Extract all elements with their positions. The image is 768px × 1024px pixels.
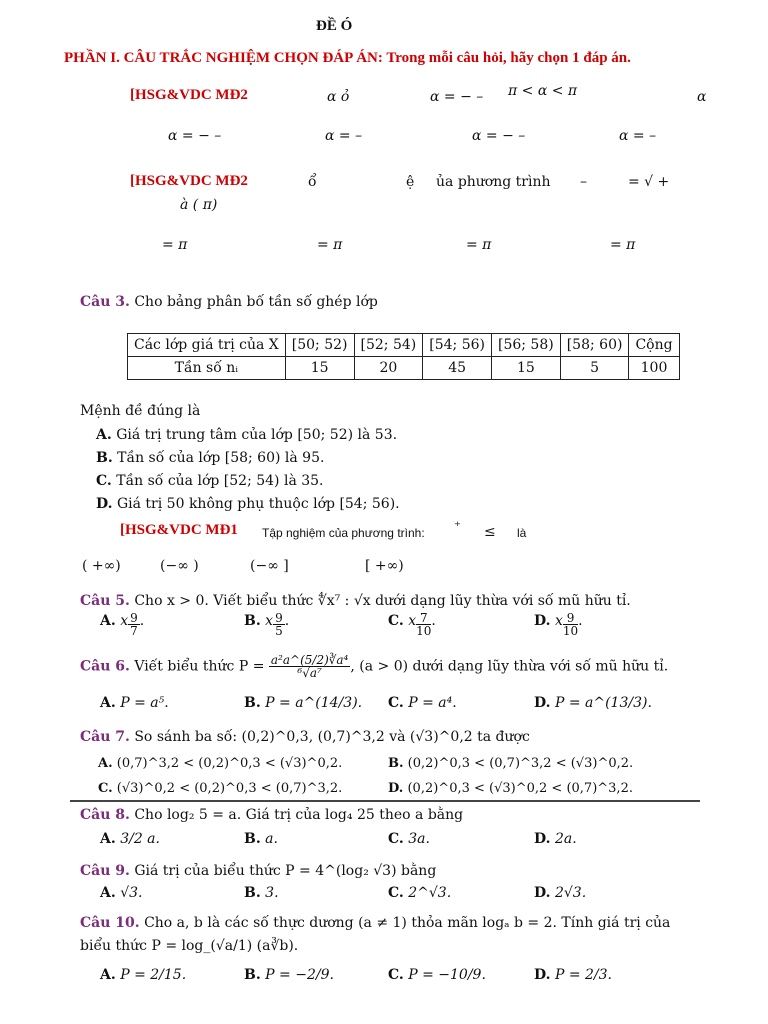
option-letter: D.: [534, 831, 551, 847]
exp-den: 10: [562, 624, 579, 638]
q1-fragment: π < α < π: [508, 83, 578, 99]
option-base: x: [408, 613, 417, 629]
option-letter: D.: [534, 967, 551, 983]
option-letter: B.: [244, 885, 261, 901]
q10-text: Cho a, b là các số thực dương (a ≠ 1) thỏa mãn logₐ b = 2. Tính giá trị của: [144, 915, 671, 931]
option-letter: B.: [244, 967, 261, 983]
q10-label: Câu 10.: [80, 915, 140, 931]
q2-option-b[interactable]: = π: [317, 237, 343, 253]
q4-option-b[interactable]: (−∞ ): [160, 558, 199, 574]
option-letter: A.: [98, 756, 113, 771]
option-text: 2a.: [554, 831, 577, 847]
option-text: 3a.: [408, 831, 430, 847]
q6-option-b[interactable]: [244, 694, 362, 712]
option-text: (0,2)^0,3 < (0,7)^3,2 < (√3)^0,2.: [407, 756, 634, 771]
q4-fragment: ⁺: [454, 519, 461, 534]
option-letter: C.: [388, 885, 404, 901]
q2-tag: [HSG&VDC MĐ2: [130, 173, 248, 189]
option-letter: C.: [98, 781, 113, 796]
table-cell: [50; 52): [285, 334, 354, 357]
option-text: Tần số của lớp [52; 54) là 35.: [116, 473, 324, 489]
q8-stem: [80, 806, 463, 824]
q1-fragment: α ỏ: [327, 89, 350, 105]
exp-num: 9: [563, 612, 578, 625]
option-text: 3.: [265, 885, 279, 901]
table-cell: [52; 54): [354, 334, 423, 357]
q4-option-a[interactable]: ( +∞): [82, 558, 121, 574]
table-cell: 20: [354, 357, 423, 380]
q1-fragment: α = − –: [430, 89, 484, 105]
option-letter: C.: [388, 831, 404, 847]
exp-num: 9: [275, 611, 283, 625]
fraction-numerator: a²a^(5/2)∛a⁴: [270, 653, 349, 667]
q8-label: Câu 8.: [80, 807, 130, 823]
q7-option-b[interactable]: [388, 755, 633, 773]
option-text: Giá trị 50 không phụ thuộc lớp [54; 56).: [116, 496, 400, 512]
option-letter: C.: [96, 473, 112, 489]
option-letter: B.: [244, 613, 261, 629]
q9-option-d[interactable]: [534, 884, 586, 902]
fraction-denominator: ⁶√a⁷: [297, 666, 322, 680]
q2-fragment: ủa phương trình: [436, 174, 551, 190]
option-letter: D.: [388, 781, 404, 796]
option-letter: A.: [96, 427, 112, 443]
q10-option-c[interactable]: [388, 966, 486, 984]
q3-text: Cho bảng phân bố tần số ghép lớp: [134, 294, 378, 310]
q9-text: Giá trị của biểu thức P = 4^(log₂ √3) bằng: [134, 863, 437, 879]
option-base: x: [265, 613, 274, 629]
q2-fragment: = √ +: [628, 174, 670, 190]
q4-fragment: ≤: [484, 524, 496, 540]
option-letter: C.: [388, 695, 404, 711]
table-header-row: [128, 334, 680, 357]
option-text: P = a⁴.: [408, 695, 457, 711]
q2-fragment: ổ: [308, 174, 317, 190]
option-text: √3.: [120, 885, 143, 901]
option-text: P = 2/15.: [120, 967, 187, 983]
q2-option-d[interactable]: = π: [610, 237, 636, 253]
option-letter: B.: [244, 831, 261, 847]
table-cell: Các lớp giá trị của X: [128, 334, 286, 357]
q8-option-a[interactable]: [100, 830, 160, 848]
q1-option-c[interactable]: α = − –: [472, 128, 526, 144]
option-text: 2^√3.: [408, 885, 452, 901]
option-base: x: [554, 613, 563, 629]
q4-option-c[interactable]: (−∞ ]: [250, 558, 289, 574]
q8-option-c[interactable]: [388, 830, 430, 848]
q10-option-d[interactable]: [534, 966, 612, 984]
option-letter: A.: [100, 695, 116, 711]
option-text: P = a^(13/3).: [554, 695, 652, 711]
exp-num: 9: [130, 611, 138, 625]
page-title: ĐỀ Ó: [316, 18, 353, 34]
q9-stem: [80, 862, 436, 880]
q3-stem: [80, 293, 378, 311]
q8-text: Cho log₂ 5 = a. Giá trị của log₄ 25 theo a bằng: [134, 807, 464, 823]
option-letter: B.: [388, 756, 404, 771]
option-base: x: [120, 613, 129, 629]
q4-fragment: là: [517, 526, 527, 540]
q6-expr-pre: Viết biểu thức P =: [134, 658, 265, 675]
option-letter: D.: [96, 496, 113, 512]
q3-prompt: Mệnh đề đúng là: [80, 403, 201, 419]
part-heading: PHẦN I. CÂU TRẮC NGHIỆM CHỌN ĐÁP ÁN: Trong mỗi câu hỏi, hãy chọn 1 đáp án.: [64, 50, 631, 66]
q6-option-a[interactable]: [100, 694, 169, 712]
q2-option-a[interactable]: = π: [162, 237, 188, 253]
table-cell: 5: [560, 357, 629, 380]
option-letter: C.: [388, 967, 404, 983]
q1-option-b[interactable]: α = –: [325, 128, 363, 144]
option-text: P = a⁵.: [120, 695, 169, 711]
q9-option-a[interactable]: [100, 884, 142, 902]
option-letter: C.: [388, 613, 404, 629]
option-text: P = a^(14/3).: [265, 695, 363, 711]
option-text: 2√3.: [554, 885, 587, 901]
exp-den: 10: [416, 624, 432, 638]
option-letter: B.: [96, 450, 113, 466]
option-text: (0,7)^3,2 < (0,2)^0,3 < (√3)^0,2.: [116, 756, 343, 771]
option-text: 3/2 a.: [120, 831, 160, 847]
option-text: Giá trị trung tâm của lớp [50; 52) là 53.: [116, 427, 398, 443]
q5-option-c[interactable]: C. x $\frac{7}{10}$ .: [388, 611, 436, 638]
q6-label: Câu 6.: [80, 658, 130, 675]
q1-option-a[interactable]: α = − –: [168, 128, 222, 144]
q10-option-b[interactable]: [244, 966, 334, 984]
q1-option-d[interactable]: α = –: [619, 128, 657, 144]
q5-option-b[interactable]: B. x $\frac{9}{5}$ .: [244, 611, 290, 638]
q9-option-c[interactable]: [388, 884, 451, 902]
q7-stem: [80, 728, 530, 746]
q4-option-d[interactable]: [ +∞): [365, 558, 404, 574]
option-letter: A.: [100, 967, 116, 983]
q3-option-b[interactable]: [96, 449, 324, 467]
q4-text: Tập nghiệm của phương trình:: [262, 526, 425, 540]
table-cell: [58; 60): [560, 334, 629, 357]
q6-option-c[interactable]: [388, 694, 457, 712]
option-letter: D.: [534, 695, 551, 711]
q1-fragment: α: [697, 89, 707, 105]
exp-den: 7: [130, 624, 138, 638]
q9-option-b[interactable]: [244, 884, 279, 902]
divider: [70, 800, 700, 802]
option-text: (√3)^0,2 < (0,2)^0,3 < (0,7)^3,2.: [116, 781, 343, 796]
q2-option-c[interactable]: = π: [466, 237, 492, 253]
exp-den: 5: [275, 624, 283, 638]
q5-option-d[interactable]: D. x $\frac{9}{10}$ .: [534, 611, 583, 638]
table-cell: 15: [285, 357, 354, 380]
q7-label: Câu 7.: [80, 729, 130, 745]
q4-tag: [HSG&VDC MĐ1: [120, 522, 238, 538]
option-letter: A.: [100, 831, 116, 847]
option-text: Tần số của lớp [58; 60) là 95.: [117, 450, 325, 466]
frequency-table: [127, 333, 680, 380]
q3-option-c[interactable]: [96, 472, 324, 490]
table-cell: [54; 56): [423, 334, 492, 357]
q5-label: Câu 5.: [80, 593, 130, 609]
q10-option-a[interactable]: [100, 966, 186, 984]
q5-stem: [80, 592, 631, 610]
q3-option-d[interactable]: [96, 495, 400, 513]
option-letter: A.: [100, 613, 116, 629]
q7-option-c[interactable]: [98, 780, 342, 798]
table-cell: Tần số nᵢ: [128, 357, 286, 380]
q2-fragment: ệ: [406, 174, 415, 190]
table-cell: 15: [491, 357, 560, 380]
q7-option-d[interactable]: [388, 780, 633, 798]
option-letter: D.: [534, 613, 551, 629]
q6-stem: [80, 654, 668, 679]
q6-option-d[interactable]: [534, 694, 652, 712]
q5-text: Cho x > 0. Viết biểu thức ∜x⁷ : √x dưới dạng lũy thừa với số mũ hữu tỉ.: [134, 593, 631, 609]
option-text: P = −2/9.: [265, 967, 334, 983]
exp-num: 7: [416, 612, 431, 625]
q2-fragment: –: [580, 174, 587, 190]
option-letter: A.: [100, 885, 116, 901]
option-text: P = 2/3.: [554, 967, 613, 983]
q8-option-b[interactable]: [244, 830, 278, 848]
table-row: [128, 357, 680, 380]
q1-tag: [HSG&VDC MĐ2: [130, 87, 248, 103]
q6-text: , (a > 0) dưới dạng lũy thừa với số mũ hữu tỉ.: [350, 658, 669, 675]
q2-line2: à ( π): [180, 197, 218, 213]
option-text: P = −10/9.: [408, 967, 486, 983]
q3-label: Câu 3.: [80, 294, 130, 310]
q5-option-a[interactable]: A. x $\frac{9}{7}$ .: [100, 611, 145, 638]
q10-text-line2: biểu thức P = log_(√a/1) (a∛b).: [80, 938, 299, 954]
q8-option-d[interactable]: [534, 830, 577, 848]
table-cell: 45: [423, 357, 492, 380]
table-cell: Cộng: [629, 334, 679, 357]
q10-stem: [80, 914, 670, 932]
option-letter: B.: [244, 695, 261, 711]
q7-text: So sánh ba số: (0,2)^0,3, (0,7)^3,2 và (√3)^0,2 ta được: [134, 729, 530, 745]
option-text: (0,2)^0,3 < (√3)^0,2 < (0,7)^3,2.: [407, 781, 633, 796]
option-letter: D.: [534, 885, 551, 901]
table-cell: 100: [629, 357, 679, 380]
option-text: a.: [265, 831, 278, 847]
q7-option-a[interactable]: [98, 755, 342, 773]
q9-label: Câu 9.: [80, 863, 130, 879]
q3-option-a[interactable]: [96, 426, 397, 444]
table-cell: [56; 58): [491, 334, 560, 357]
